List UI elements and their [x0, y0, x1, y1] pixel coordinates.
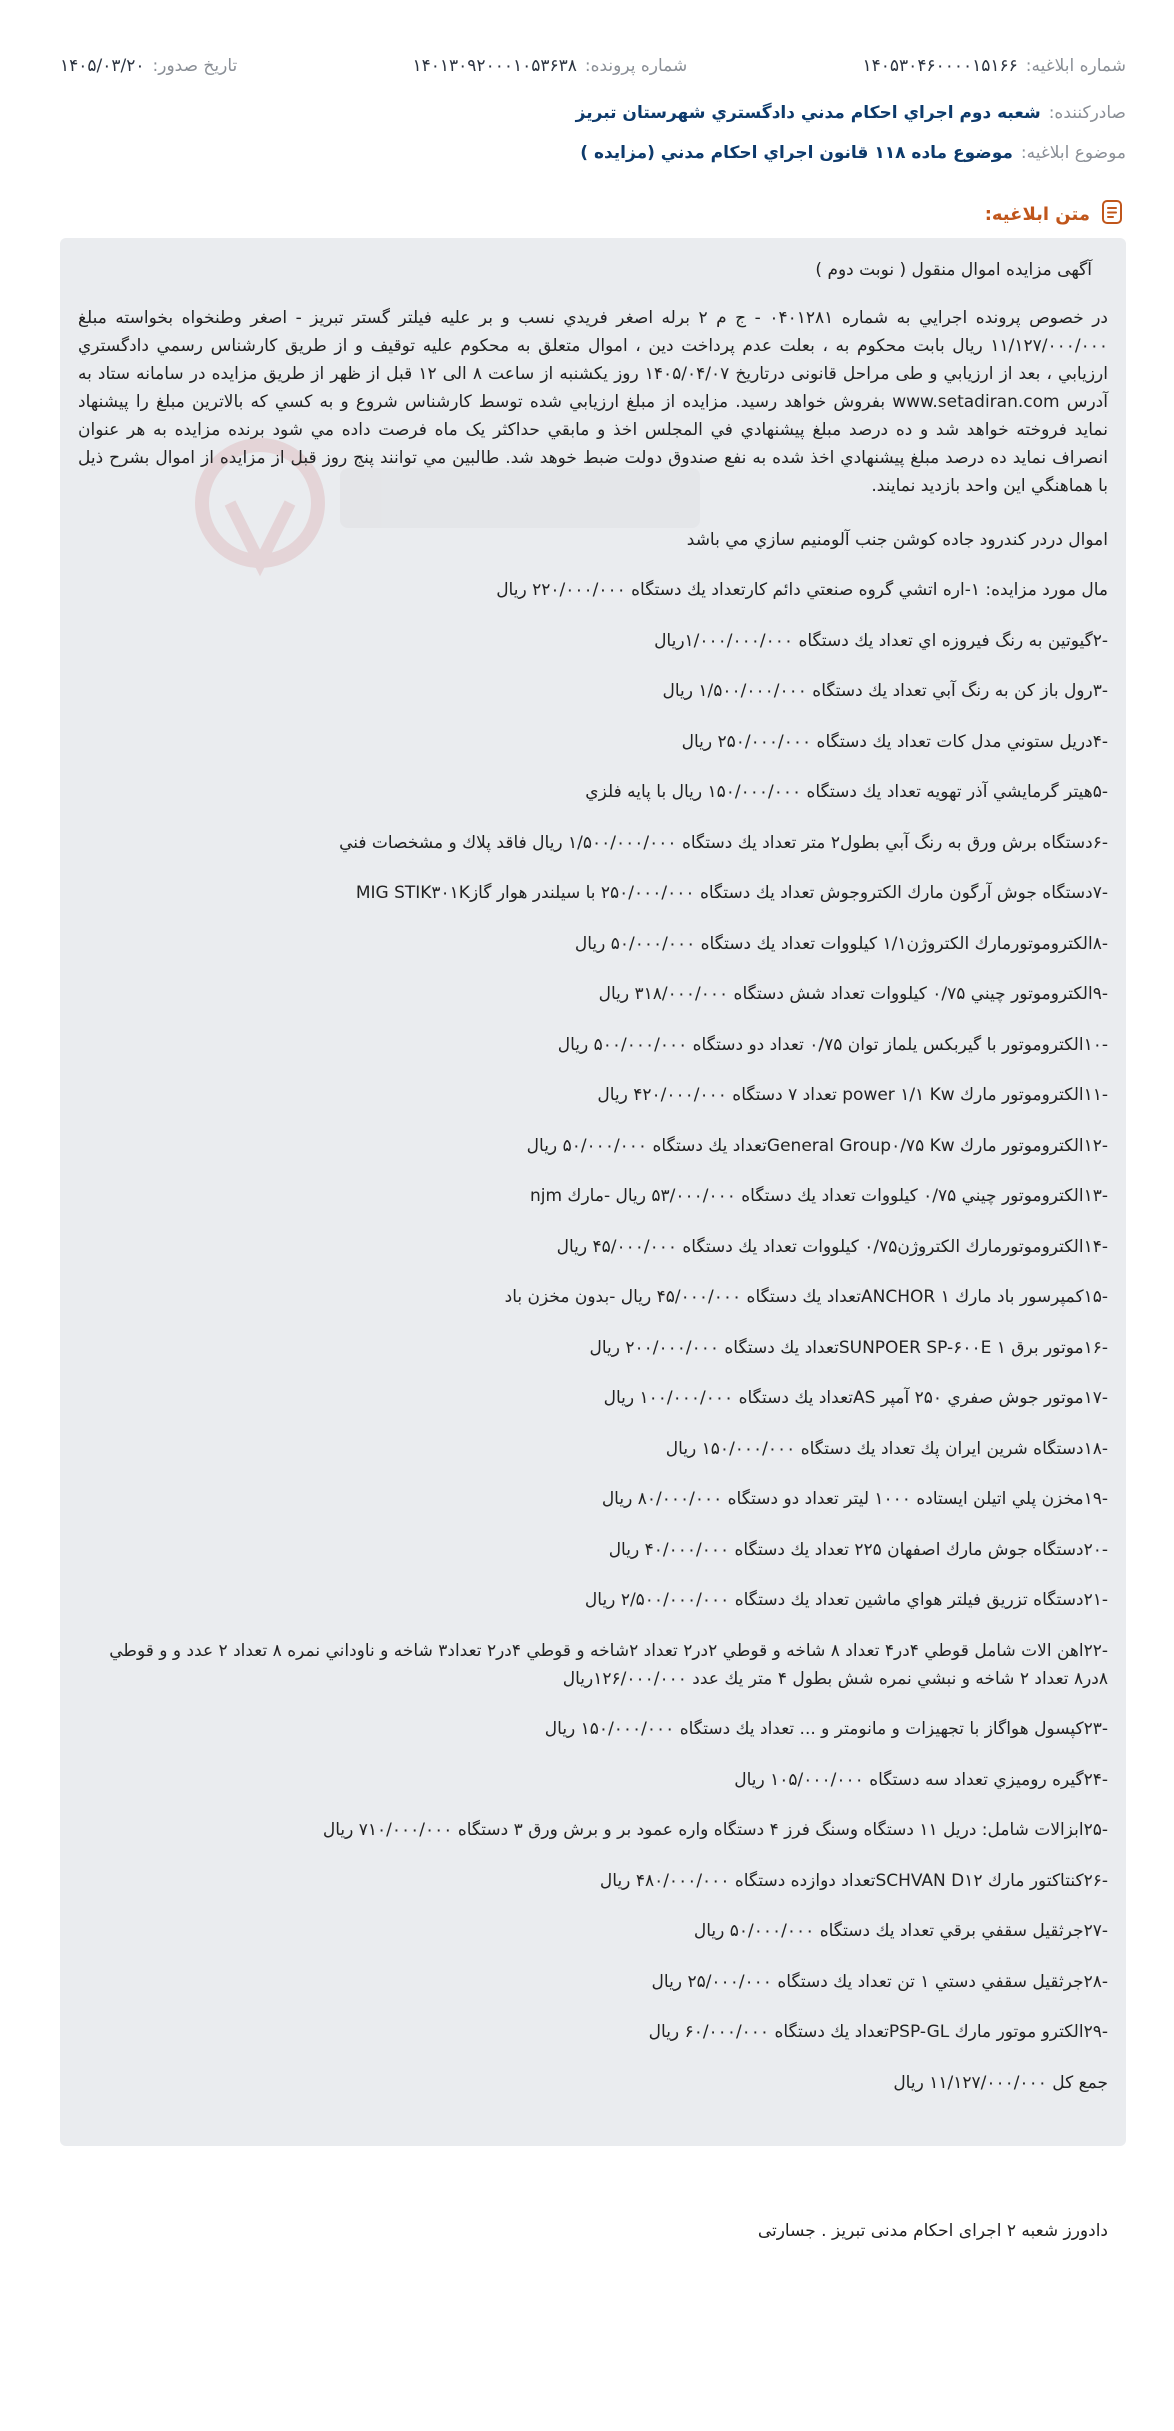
subject-label: موضوع ابلاغیه: — [1020, 143, 1126, 163]
notice-text-title — [985, 198, 1126, 231]
auction-item: -۲۴گيره روميزي تعداد سه دستگاه ۱۰۵/۰۰۰/۰۰۰ ريال — [734, 1769, 1108, 1790]
case-number-value: ۱۴۰۱۳۰۹۲۰۰۰۱۰۵۳۶۳۸ — [412, 56, 577, 76]
subject-row — [60, 143, 1126, 163]
issuer-label: صادرکننده: — [1048, 103, 1126, 123]
auction-item: -۱۰الكتروموتور با گيربكس يلماز توان ۰/۷۵ تعداد دو دستگاه ۵۰۰/۰۰۰/۰۰۰ ريال — [557, 1034, 1108, 1055]
notice-text-title-label: متن ابلاغیه: — [984, 204, 1090, 225]
notice-number — [863, 56, 1126, 76]
auction-item: -۴دريل ستوني مدل كات تعداد يك دستگاه ۲۵۰/۰۰۰/۰۰۰ ريال — [681, 731, 1108, 752]
auction-item: -۲۲اهن الات شامل قوطي ۴در۴ تعداد ۸ شاخه و قوطي ۲در۲ تعداد ۲شاخه و قوطي ۴در۲ تعداد۳ شاخه و ناوداني نمره ۸ تعداد ۲ عدد و و قوطي ۸در۸ تعداد ۲ شاخه و نبشي نمره شش بطول ۴ متر يك عدد ۱۲۶/۰۰۰/۰۰۰ريال — [109, 1640, 1108, 1689]
auction-item: -۲۳كپسول هواگاز با تجهيزات و مانومتر و ... تعداد يك دستگاه ۱۵۰/۰۰۰/۰۰۰ ريال — [544, 1719, 1108, 1739]
auction-item: مال مورد مزايده: ۱-اره اتشي گروه صنعتي دائم كارتعداد يك دستگاه ۲۲۰/۰۰۰/۰۰۰ ريال — [496, 580, 1108, 600]
auction-item: -۱۷موتور جوش صفري ۲۵۰ آمپر ASتعداد يك دستگاه ۱۰۰/۰۰۰/۰۰۰ ريال — [603, 1388, 1108, 1408]
notice-number-label: شماره ابلاغیه: — [1025, 56, 1126, 76]
auction-item: -۲۹الكترو موتور مارك PSP-GLتعداد يك دستگاه ۶۰/۰۰۰/۰۰۰ ريال — [648, 2022, 1108, 2042]
auction-item: -۵هيتر گرمايشي آذر تهويه تعداد يك دستگاه ۱۵۰/۰۰۰/۰۰۰ ريال با پايه فلزي — [585, 782, 1108, 802]
issue-date-label: تاریخ صدور: — [152, 56, 238, 76]
auction-item: -۱۴الكتروموتورمارك الكتروژن۰/۷۵ كيلووات تعداد يك دستگاه ۴۵/۰۰۰/۰۰۰ ريال — [556, 1236, 1108, 1257]
case-number-label: شماره پرونده: — [584, 56, 688, 76]
property-location: اموال دردر کندرود جاده کوشن جنب آلومنيم سازي مي باشد — [686, 530, 1108, 550]
auction-item: -۲۷جرثقيل سقفي برقي تعداد يك دستگاه ۵۰/۰۰۰/۰۰۰ ريال — [693, 1921, 1108, 1941]
auction-item: -۲۵ابزالات شامل: دريل ۱۱ دستگاه وسنگ فرز ۴ دستگاه واره عمود بر و برش ورق ۳ دستگاه ۷۱۰/۰۰۰/۰۰۰ ريال — [322, 1820, 1108, 1840]
issuer-row — [60, 103, 1126, 123]
issue-date-value: ۱۴۰۵/۰۳/۲۰ — [60, 56, 145, 76]
auction-item: -۷دستگاه جوش آرگون مارك الكتروجوش تعداد يك دستگاه ۲۵۰/۰۰۰/۰۰۰ با سيلندر هوار گازMIG STIK۳۰۱K — [355, 883, 1108, 903]
case-number — [413, 56, 688, 76]
auction-item: -۱۵كمپرسور باد مارك ANCHOR ۱تعداد يك دستگاه ۴۵/۰۰۰/۰۰۰ ريال -بدون مخزن باد — [504, 1287, 1108, 1307]
auction-item: -۲۱دستگاه تزريق فيلتر هواي ماشين تعداد يك دستگاه ۲/۵۰۰/۰۰۰/۰۰۰ ريال — [584, 1590, 1108, 1610]
auction-item: -۶دستگاه برش ورق به رنگ آبي بطول۲ متر تعداد يك دستگاه ۱/۵۰۰/۰۰۰/۰۰۰ ريال فاقد پلاك و مشخصات فني — [339, 832, 1108, 853]
auction-item: -۸الكتروموتورمارك الكتروژن۱/۱ كيلووات تعداد يك دستگاه ۵۰/۰۰۰/۰۰۰ ريال — [574, 933, 1108, 954]
issue-date — [60, 56, 237, 76]
notice-paragraph: در خصوص پرونده اجرايي به شماره ۰۴۰۱۲۸۱ - ج م ۲ برله اصغر فريدي نسب و بر علیه فیلتر گستر تبريز - اصغر وطنخواه بخواسته مبلغ ۱۱/۱۲۷/۰۰۰/۰۰۰ ريال بابت محکوم به ، بعلت عدم پرداخت دين ، اموال متعلق به محكوم عليه توقيف و از طريق كارشناس رسمي دادگستري ارزيابي ، بعد از ارزيابي و طی مراحل قانونی درتاريخ ۱۴۰۵/۰۴/۰۷ روز يكشنبه از ساعت ۸ الی ۱۲ قبل از ظهر از طریق مزایده در سامانه ستاد به آدرس www.setadiran.com بفروش خواهد رسيد. مزايده از مبلغ ارزيابي شده توسط كارشناس شروع و به كسي كه بالاترين مبلغ را پيشنهاد نمايد فروخته خواهد شد و ده درصد مبلغ پيشنهادي في المجلس اخذ و مابقي حداكثر يک ماه فرصت داده مي شود برنده مزايده به هر عنوان انصراف نمايد ده درصد مبلغ پيشنهادي اخذ شده به نفع صندوق دولت ضبط خوهد شد. طالبين مي توانند پنج روز قبل از مزايده از اموال بشرح ذيل با هماهنگي اين واحد بازديد نمايند. — [78, 308, 1109, 496]
auction-item: -۲۸جرثقيل سقفي دستي ۱ تن تعداد يك دستگاه ۲۵/۰۰۰/۰۰۰ ريال — [651, 1971, 1108, 1992]
notice-number-value: ۱۴۰۵۳۰۴۶۰۰۰۰۱۵۱۶۶ — [862, 56, 1018, 76]
auction-item: -۲۰دستگاه جوش مارك اصفهان ۲۲۵ تعداد يك دستگاه ۴۰/۰۰۰/۰۰۰ ريال — [608, 1539, 1108, 1560]
notice-heading: آگهی مزايده اموال منقول ( نوبت دوم ) — [815, 260, 1092, 280]
auction-item: -۲گيوتين به رنگ فيروزه اي تعداد يك دستگاه ۱/۰۰۰/۰۰۰/۰۰۰ريال — [654, 630, 1108, 651]
auction-item: -۳رول باز كن به رنگ آبي تعداد يك دستگاه ۱/۵۰۰/۰۰۰/۰۰۰ ريال — [662, 681, 1108, 701]
subject-value: موضوع ماده ۱۱۸ قانون اجراي احكام مدني (مزايده ) — [580, 143, 1013, 163]
notice-body-box — [60, 238, 1126, 2241]
auction-item: -۱۶موتور برق SUNPOER SP-۶۰۰E ۱تعداد يك دستگاه ۲۰۰/۰۰۰/۰۰۰ ريال — [589, 1337, 1108, 1358]
auction-item: -۱۳الكتروموتور چيني ۰/۷۵ كيلووات تعداد يك دستگاه ۵۳/۰۰۰/۰۰۰ ريال -مارك njm — [529, 1186, 1108, 1206]
header-meta-row — [60, 56, 1126, 76]
issuer-value: شعبه دوم اجراي احكام مدني دادگستري شهرستان تبريز — [575, 103, 1041, 123]
total-amount: جمع كل ۱۱/۱۲۷/۰۰۰/۰۰۰ ريال — [893, 2072, 1108, 2093]
auction-item: -۲۶كنتاكتور مارك SCHVAN D۱۲تعداد دوازده دستگاه ۴۸۰/۰۰۰/۰۰۰ ريال — [599, 1870, 1108, 1891]
auction-item: -۱۹مخزن پلي اتيلن ايستاده ۱۰۰۰ ليتر تعداد دو دستگاه ۸۰/۰۰۰/۰۰۰ ريال — [601, 1489, 1108, 1509]
document-list-icon — [1098, 198, 1126, 231]
signature-line: دادورز شعبه ۲ اجرای احکام مدنی تبریز . جسارتی — [757, 2220, 1108, 2241]
auction-item: -۱۱الكتروموتور مارك power ۱/۱ Kw تعداد ۷ دستگاه ۴۲۰/۰۰۰/۰۰۰ ريال — [597, 1085, 1108, 1105]
auction-item: -۹الكتروموتور چيني ۰/۷۵ كيلووات تعداد شش دستگاه ۳۱۸/۰۰۰/۰۰۰ ريال — [598, 984, 1108, 1004]
auction-item: -۱۸دستگاه شرين ايران پك تعداد يك دستگاه ۱۵۰/۰۰۰/۰۰۰ ريال — [665, 1438, 1108, 1459]
auction-item: -۱۲الكتروموتور مارك General Group۰/۷۵ Kwتعداد يك دستگاه ۵۰/۰۰۰/۰۰۰ ريال — [526, 1135, 1108, 1156]
